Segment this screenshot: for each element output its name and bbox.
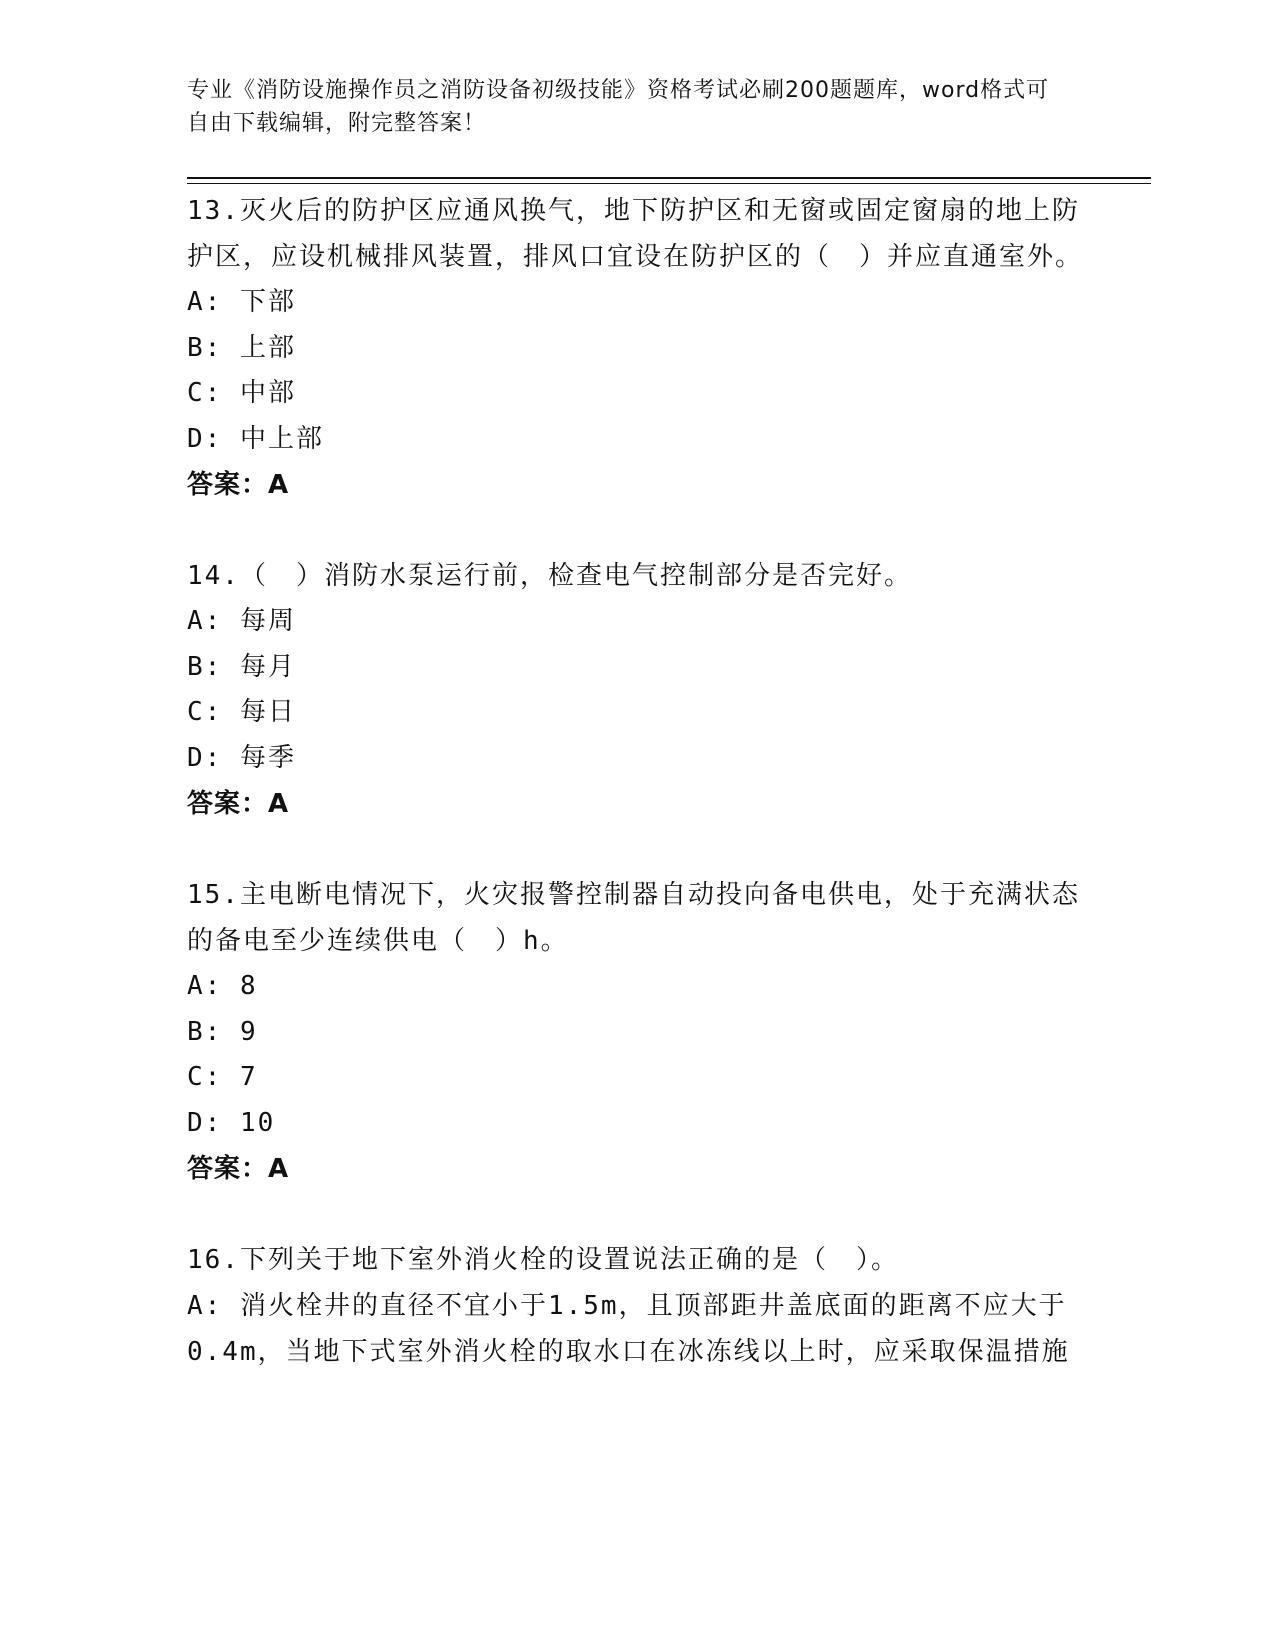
- question-stem: 14.（ ）消防水泵运行前，检查电气控制部分是否完好。: [187, 561, 912, 591]
- spacer: [187, 508, 1087, 553]
- question-stem: 16.下列关于地下室外消火栓的设置说法正确的是（ ）。: [187, 1245, 899, 1275]
- question-stem: 15.主电断电情况下，火灾报警控制器自动投向备电供电，处于充满状态的备电至少连续供电（ ）h。: [187, 880, 1080, 956]
- spacer: [187, 827, 1087, 872]
- question-14: [187, 553, 1087, 827]
- option-c: C: 中部: [187, 378, 296, 408]
- option-d: D: 中上部: [187, 423, 324, 454]
- option-c: C: 7: [187, 1062, 258, 1092]
- answer-line: 答案：A: [187, 470, 290, 500]
- option-a: A: 下部: [187, 287, 296, 317]
- question-list: [187, 188, 1087, 1375]
- option-b: B: 上部: [187, 332, 296, 363]
- header-divider-thin: [187, 183, 1151, 184]
- option-d: D: 每季: [187, 742, 296, 773]
- option-b: B: 9: [187, 1016, 258, 1047]
- option-a: A: 每周: [187, 606, 296, 636]
- option-d: D: 10: [187, 1107, 276, 1138]
- header-divider-thick: [187, 177, 1151, 179]
- answer-line: 答案：A: [187, 1154, 290, 1184]
- option-c: C: 每日: [187, 697, 296, 727]
- option-a: A: 8: [187, 971, 258, 1001]
- spacer: [187, 1192, 1087, 1237]
- answer-line: 答案：A: [187, 789, 290, 819]
- option-a: A: 消火栓井的直径不宜小于1.5m，且顶部距井盖底面的距离不应大于0.4m，当地下式室外消火栓的取水口在冰冻线以上时，应采取保温措施: [187, 1291, 1070, 1367]
- question-15: [187, 872, 1087, 1192]
- question-13: [187, 188, 1087, 508]
- document-header: 专业《消防设施操作员之消防设备初级技能》资格考试必刷200题题库，word格式可自由下载编辑，附完整答案！: [187, 78, 1050, 136]
- question-stem: 13.灭火后的防护区应通风换气，地下防护区和无窗或固定窗扇的地上防护区，应设机械排风装置，排风口宜设在防护区的（ ）并应直通室外。: [187, 196, 1084, 272]
- question-16: [187, 1237, 1087, 1375]
- option-b: B: 每月: [187, 651, 296, 682]
